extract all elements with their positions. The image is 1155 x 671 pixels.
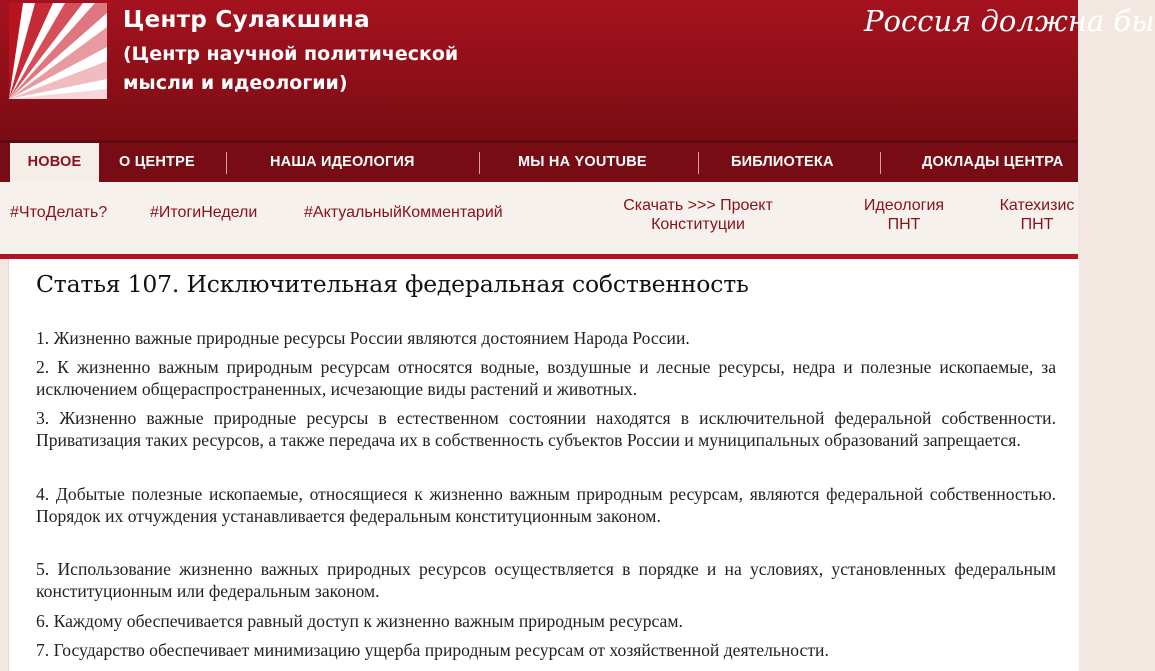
article-content (8, 259, 1079, 671)
site-logo[interactable] (9, 3, 107, 99)
site-title[interactable]: Центр Сулакшина (123, 7, 370, 33)
tag-link-current-comment[interactable]: #АктуальныйКомментарий (304, 204, 503, 221)
nav-separator (226, 152, 227, 174)
nav-item-library[interactable]: БИБЛИОТЕКА (731, 154, 834, 170)
tag-link-what-to-do[interactable]: #ЧтоДелать? (10, 204, 108, 221)
article-paragraph: 3. Жизненно важные природные ресурсы в естественном состоянии находятся в исключительной федеральной собственности. Приватизация таких ресурсов, а также передача их в собственность субъектов России и муниципальных образований запрещается. (36, 408, 1056, 450)
nav-separator (698, 152, 699, 174)
main-nav (0, 140, 1078, 182)
ideology-pnt-link[interactable] (854, 196, 954, 234)
link-line: Идеология (863, 197, 945, 214)
catechism-pnt-link[interactable] (988, 196, 1086, 234)
article-paragraph: 2. К жизненно важным природным ресурсам относятся водные, воздушные и лесные ресурсы, недра и полезные ископаемые, за исключением общераспространенных, исчезающие виды растений и животных. (36, 357, 1056, 399)
logo-rays-icon (9, 3, 107, 99)
slogan: Россия должна бы (864, 4, 1155, 38)
download-constitution-link[interactable] (601, 196, 795, 234)
article-title: Статья 107. Исключительная федеральная собственность (36, 270, 749, 298)
nav-item-youtube[interactable]: МЫ НА YOUTUBE (518, 154, 647, 170)
nav-separator (479, 152, 480, 174)
nav-separator (880, 152, 881, 174)
article-paragraph: 6. Каждому обеспечивается равный доступ к жизненно важным природным ресурсам. (36, 611, 683, 631)
article-paragraph: 4. Добытые полезные ископаемые, относящиеся к жизненно важным природным ресурсам, являются федеральной собственностью. Порядок их отчуждения устанавливается федеральным конституционным законом. (36, 484, 1056, 526)
link-line: ПНТ (1020, 216, 1054, 233)
link-line: ПНТ (887, 216, 921, 233)
link-line: Скачать >>> Проект (623, 197, 773, 214)
article-paragraph: 7. Государство обеспечивает минимизацию ущерба природным ресурсам от хозяйственной деятельности. (36, 640, 829, 660)
link-line: Конституции (651, 216, 745, 233)
link-line: Катехизис (999, 197, 1075, 214)
site-header (0, 0, 1155, 140)
site-subtitle: (Центр научной политической мысли и идеологии) (123, 43, 459, 94)
nav-item-about[interactable]: О ЦЕНТРЕ (119, 154, 195, 170)
tag-bar (0, 182, 1078, 254)
nav-item-new[interactable]: НОВОЕ (10, 143, 99, 182)
article-paragraph: 5. Использование жизненно важных природных ресурсов осуществляется в порядке и на условиях, установленных федеральным конституционным или федеральным законом. (36, 559, 1056, 601)
article-paragraph: 1. Жизненно важные природные ресурсы России являются достоянием Народа России. (36, 328, 690, 348)
tag-link-week-results[interactable]: #ИтогиНедели (150, 204, 258, 221)
nav-item-reports[interactable]: ДОКЛАДЫ ЦЕНТРА (922, 154, 1064, 170)
nav-item-ideology[interactable]: НАША ИДЕОЛОГИЯ (270, 154, 415, 170)
